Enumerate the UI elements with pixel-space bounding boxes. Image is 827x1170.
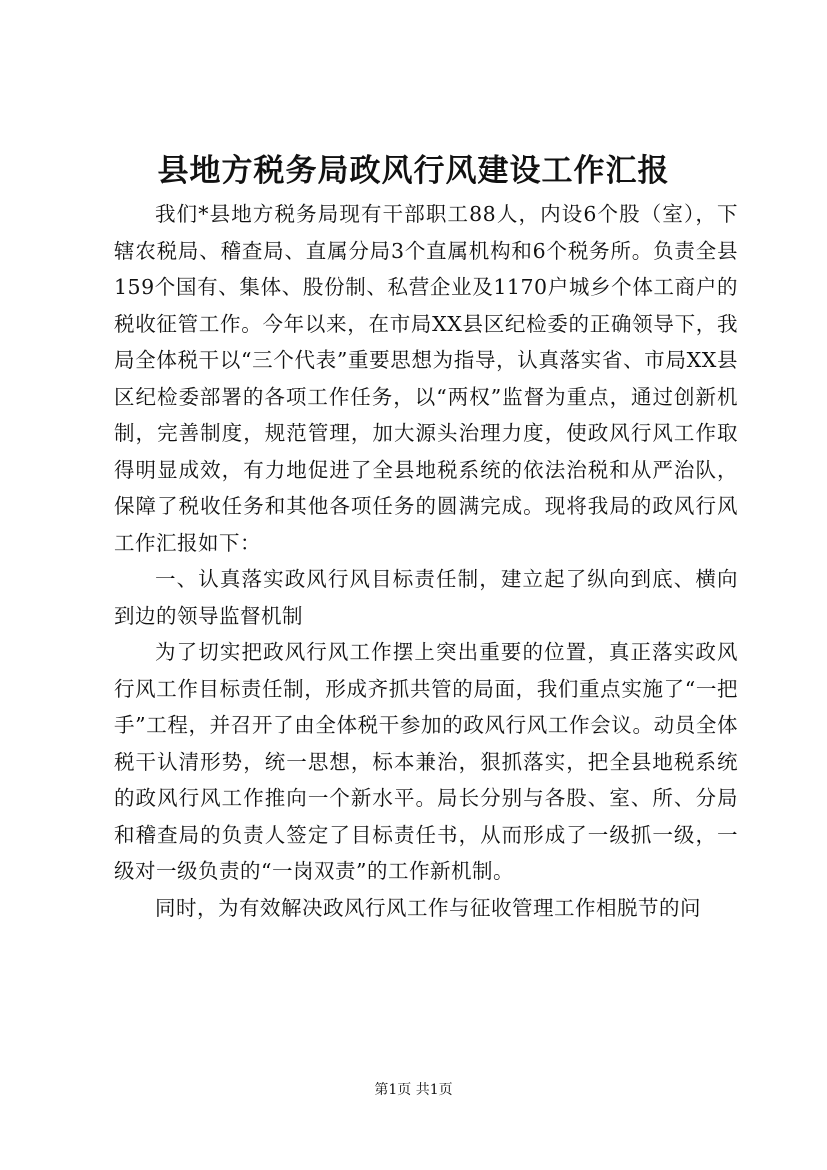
paragraph-responsibility: 为了切实把政风行风工作摆上突出重要的位置，真正落实政风行风工作目标责任制，形成齐抓共管的局面，我们重点实施了“一把手”工程，并召开了由全体税干参加的政风行风工作会议。动员全体税干认清形势，统一思想，标本兼治，狠抓落实，把全县地税系统的政风行风工作推向一个新水平。局长分别与各股、室、所、分局和稽查局的负责人签定了目标责任书，从而形成了一级抓一级，一级对一级负责的“一岗双责”的工作新机制。 — [114, 640, 738, 883]
paragraph-section-heading: 一、认真落实政风行风目标责任制，建立起了纵向到底、横向到边的领导监督机制 — [114, 567, 738, 628]
document-body — [114, 196, 738, 926]
document-title: 县地方税务局政风行风建设工作汇报 — [157, 153, 670, 189]
page-footer: 第1页 共1页 — [374, 1082, 453, 1098]
paragraph-continuation: 同时，为有效解决政风行风工作与征收管理工作相脱节的问 — [155, 895, 701, 920]
paragraph-intro: 我们*县地方税务局现有干部职工88人，内设6个股（室），下辖农税局、稽查局、直属分局3个直属机构和6个税务所。负责全县159个国有、集体、股份制、私营企业及1170户城乡个体工商户的税收征管工作。今年以来，在市局XX县区纪检委的正确领导下，我局全体税干以“三个代表”重要思想为指导，认真落实省、市局XX县区纪检委部署的各项工作任务，以“两权”监督为重点，通过创新机制，完善制度，规范管理，加大源头治理力度，使政风行风工作取得明显成效，有力地促进了全县地税系统的依法治税和从严治队，保障了税收任务和其他各项任务的圆满完成。现将我局的政风行风工作汇报如下： — [114, 202, 738, 555]
